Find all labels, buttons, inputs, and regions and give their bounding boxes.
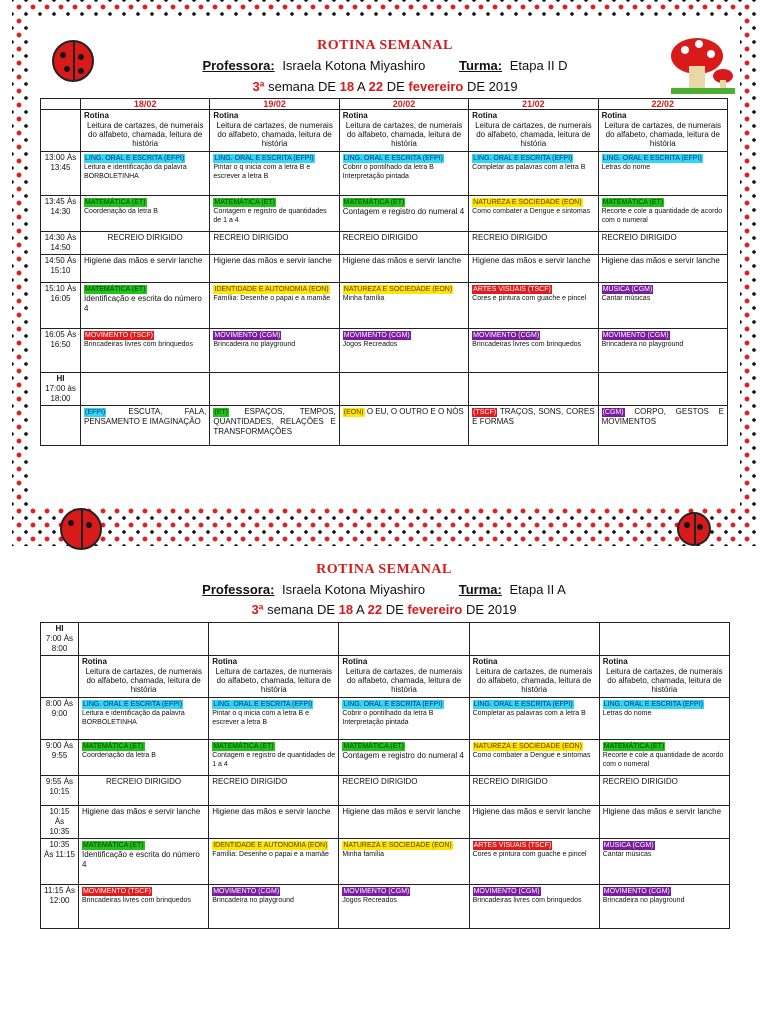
time-cell: 9:55 Às 10:15 <box>41 776 79 806</box>
table-row: 14:50 Às 15:10 Higiene das mãos e servir lanche Higiene das mãos e servir lanche Higiene das mãos e servir lanche Higiene das mãos e servir lanche Higiene das mãos e servir lanche <box>41 255 728 283</box>
table-row: 13:00 Às 13:45 LING. ORAL E ESCRITA (EFPI) Leitura e identificação da palavra BORBOLETINHA LING. ORAL E ESCRITA (EFPI) Pintar o q inicia com a letra B e escrever a letra B LING. ORAL E ESCRITA (EFPI) Cobrir o pontilhado da letra B Interpretação pintada LING. ORAL E ESCRITA (EFPI) Completar as palavras com a letra B LING. ORAL E ESCRITA (EFPI) Letras do nome <box>41 152 728 196</box>
table-row <box>41 110 728 152</box>
table-row: 10:35 Às 11:15 MATEMÁTICA (ET) Identificação e escrita do número 4 IDENTIDADE E AUTONOMIA (EON) Família: Desenhe o papai e a mamãe NATUREZA E SOCIEDADE (EON) Minha família ARTES VISUAIS (TSCF) Cores e pintura com guache e pincel MUSICA (CGM) Cantar músicas <box>41 839 730 885</box>
day-header: 18/02 <box>81 99 210 110</box>
ladybug-icon <box>60 508 102 550</box>
page-title: ROTINA SEMANAL <box>316 562 452 577</box>
table-row: (EFPI) ESCUTA, FALA, PENSAMENTO E IMAGINAÇÃO (ET) ESPAÇOS, TEMPOS, QUANTIDADES, RELAÇÕES E TRANSFORMAÇÕES (EON) O EU, O OUTRO E O NÓS (TSCF) TRAÇOS, SONS, CORES E FORMAS (CGM) CORPO, GESTOS E MOVIMENTOS <box>41 406 728 446</box>
rotina-cell: Rotina Leitura de cartazes, de numerais do alfabeto, chamada, leitura de história <box>81 110 210 152</box>
table-row: 13:45 Às 14:30 MATEMÁTICA (ET) Coordenação da letra B MATEMÁTICA (ET) Contagem e registro de quantidades de 1 a 4 MATEMÁTICA (ET) Contagem e registro do numeral 4 NATUREZA E SOCIEDADE (EON) Como combater a Dengue e sintomas MATEMÁTICA (ET) Recorte e cole a quantidade de acordo com o numeral <box>41 196 728 232</box>
day-header: 21/02 <box>469 99 598 110</box>
table-row: 9:00 Às 9:55 MATEMÁTICA (ET) Coordenação da letra B MATEMÁTICA (ET) Contagem e registro de quantidades de 1 a 4 MATEMÁTICA (ET) Contagem e registro do numeral 4 NATUREZA E SOCIEDADE (EON) Como combater a Dengue e sintomas MATEMÁTICA (ET) Recorte e cole a quantidade de acordo com o numeral <box>41 740 730 776</box>
table-row <box>41 373 728 406</box>
time-cell: 9:00 Às 9:55 <box>41 740 79 776</box>
day-header: 19/02 <box>210 99 339 110</box>
week-line: 3ª semana DE 18 A 22 DE fevereiro DE 2019 <box>252 79 518 94</box>
table-row: 14:30 Às 14:50 RECREIO DIRIGIDO RECREIO DIRIGIDO RECREIO DIRIGIDO RECREIO DIRIGIDO RECREIO DIRIGIDO <box>41 232 728 255</box>
day-header: 20/02 <box>339 99 468 110</box>
rotina-cell: Rotina Leitura de cartazes, de numerais do alfabeto, chamada, leitura de história <box>79 656 209 698</box>
rotina-cell: Rotina Leitura de cartazes, de numerais do alfabeto, chamada, leitura de história <box>598 110 727 152</box>
rotina-cell: Rotina Leitura de cartazes, de numerais do alfabeto, chamada, leitura de história <box>210 110 339 152</box>
time-cell: 11:15 Às 12:00 <box>41 885 79 929</box>
schedule-table <box>40 98 728 446</box>
rotina-cell: Rotina Leitura de cartazes, de numerais do alfabeto, chamada, leitura de história <box>469 656 599 698</box>
time-cell: 14:30 Às 14:50 <box>41 232 81 255</box>
table-row: 9:55 Às 10:15 RECREIO DIRIGIDO RECREIO DIRIGIDO RECREIO DIRIGIDO RECREIO DIRIGIDO RECREIO DIRIGIDO <box>41 776 730 806</box>
time-cell: 15:10 Às 16:05 <box>41 283 81 329</box>
teacher-line: Professora: Israela Kotona Miyashiro Turma: Etapa II A <box>202 582 566 597</box>
rotina-cell: Rotina Leitura de cartazes, de numerais do alfabeto, chamada, leitura de história <box>339 110 468 152</box>
time-cell: HI 17:00 às 18:00 <box>41 373 81 406</box>
rotina-cell: Rotina Leitura de cartazes, de numerais do alfabeto, chamada, leitura de história <box>599 656 729 698</box>
table-row: 11:15 Às 12:00 MOVIMENTO (TSCF) Brincadeiras livres com brinquedos MOVIMENTO (CGM) Brincadeira no playground MOVIMENTO (CGM) Jogos Recreados MOVIMENTO (CGM) Brincadeiras livres com brinquedos MOVIMENTO (CGM) Brincadeira no playground <box>41 885 730 929</box>
time-cell: 8:00 Às 9:00 <box>41 698 79 740</box>
table-row: 16:05 Às 16:50 MOVIMENTO (TSCF) Brincadeiras livres com brinquedos MOVIMENTO (CGM) Brincadeira no playground MOVIMENTO (CGM) Jogos Recreados MOVIMENTO (CGM) Brincadeiras livres com brinquedos MOVIMENTO (CGM) Brincadeira no playground <box>41 329 728 373</box>
rotina-cell: Rotina Leitura de cartazes, de numerais do alfabeto, chamada, leitura de história <box>469 110 598 152</box>
schedule-table <box>40 622 730 929</box>
table-row: 10:15 Às 10:35 Higiene das mãos e servir lanche Higiene das mãos e servir lanche Higiene das mãos e servir lanche Higiene das mãos e servir lanche Higiene das mãos e servir lanche <box>41 806 730 839</box>
schedule-page-1 <box>12 0 758 546</box>
time-cell: 14:50 Às 15:10 <box>41 255 81 283</box>
page-title: ROTINA SEMANAL <box>317 38 453 53</box>
table-row: 15:10 Às 16:05 MATEMÁTICA (ET) Identificação e escrita do número 4 IDENTIDADE E AUTONOMIA (EON) Família: Desenhe o papai e a mamãe NATUREZA E SOCIEDADE (EON) Minha família ARTES VISUAIS (TSCF) Cores e pintura com guache e pincel MUSICA (CGM) Cantar músicas <box>41 283 728 329</box>
schedule-page-2 <box>0 546 768 1024</box>
time-cell: HI 7:00 Às 8:00 <box>41 623 79 656</box>
rotina-cell: Rotina Leitura de cartazes, de numerais do alfabeto, chamada, leitura de história <box>209 656 339 698</box>
table-row <box>41 656 730 698</box>
time-cell: 13:45 Às 14:30 <box>41 196 81 232</box>
time-cell: 10:35 Às 11:15 <box>41 839 79 885</box>
corner-cell <box>41 99 81 110</box>
table-row <box>41 623 730 656</box>
table-header-row <box>41 99 728 110</box>
day-header: 22/02 <box>598 99 727 110</box>
rotina-cell: Rotina Leitura de cartazes, de numerais do alfabeto, chamada, leitura de história <box>339 656 469 698</box>
time-cell: 16:05 Às 16:50 <box>41 329 81 373</box>
time-cell: 10:15 Às 10:35 <box>41 806 79 839</box>
time-cell: 13:00 Às 13:45 <box>41 152 81 196</box>
week-line: 3ª semana DE 18 A 22 DE fevereiro DE 2019 <box>251 602 517 617</box>
table-row: 8:00 Às 9:00 LING. ORAL E ESCRITA (EFPI) Leitura e identificação da palavra BORBOLETINHA LING. ORAL E ESCRITA (EFPI) Pintar o q inicia com a letra B e escrever a letra B LING. ORAL E ESCRITA (EFPI) Cobrir o pontilhado da letra B Interpretação pintada LING. ORAL E ESCRITA (EFPI) Completar as palavras com a letra B LING. ORAL E ESCRITA (EFPI) Letras do nome <box>41 698 730 740</box>
ladybug-icon <box>677 512 711 546</box>
teacher-line: Professora: Israela Kotona Miyashiro Turma: Etapa II D <box>202 58 568 73</box>
